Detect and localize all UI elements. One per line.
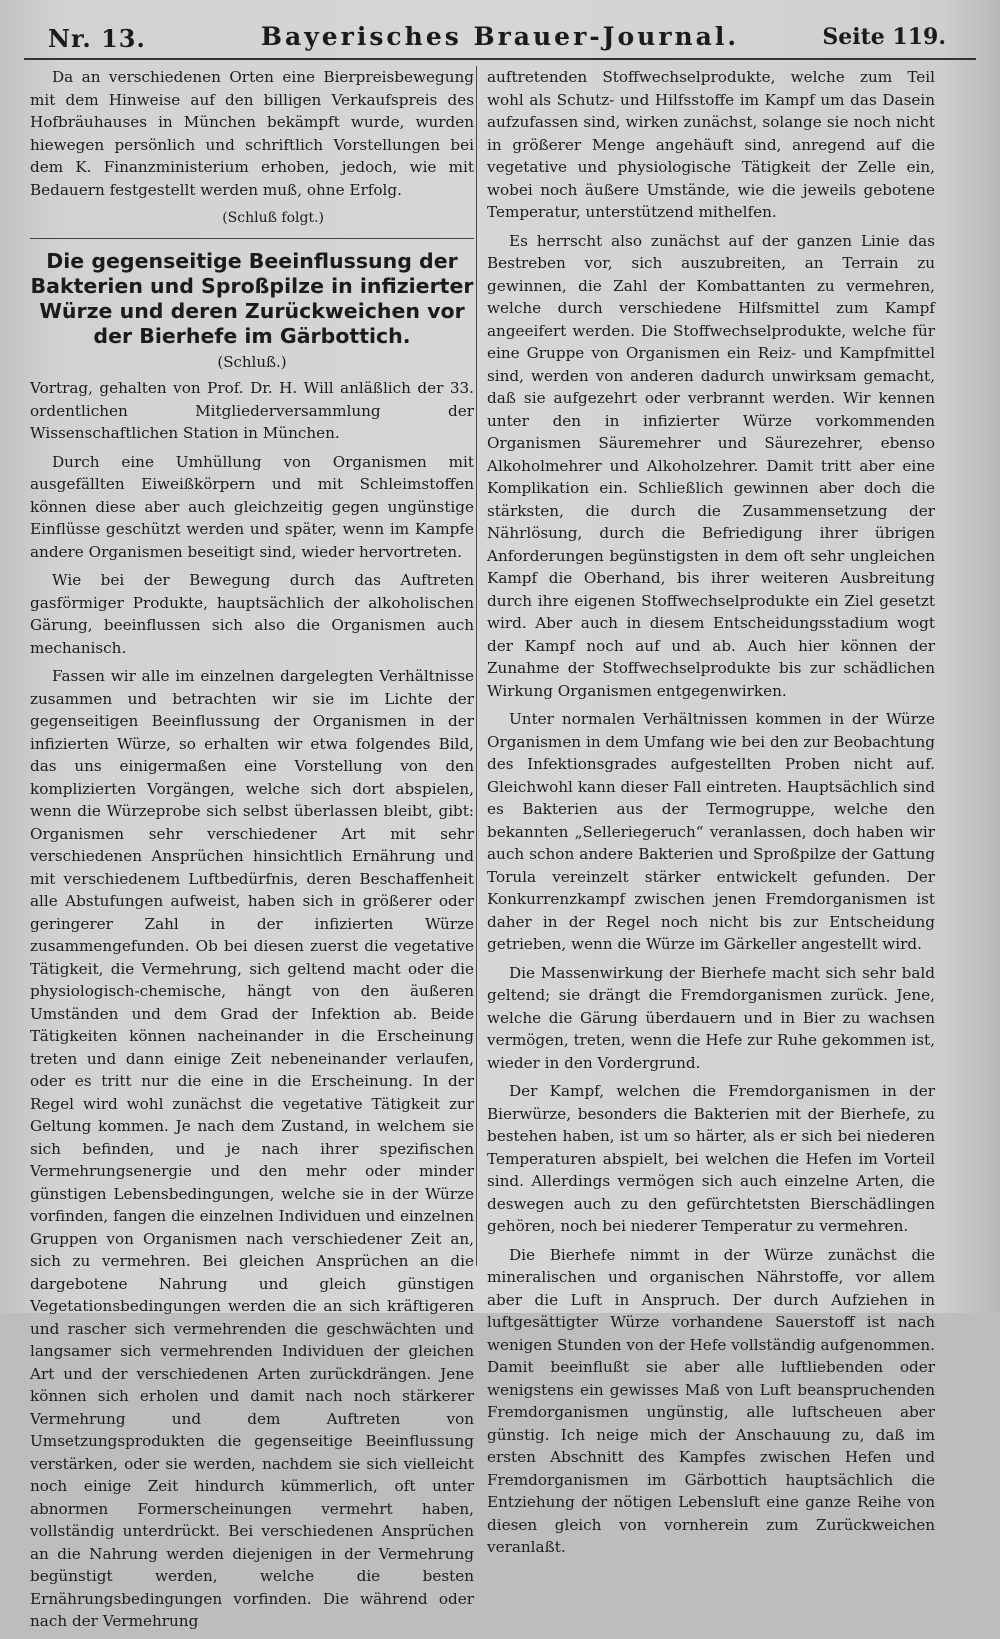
paragraph: Durch eine Umhüllung von Organismen mit ausgefällten Eiweißkörpern und mit Schleimstoffen können diese aber auch gleichzeitig gegen ungünstige Einflüsse geschützt werden und später, wenn im Kampfe andere Organismen beseitigt sind, wieder hervortreten. [30,452,474,561]
lecture-note: Vortrag, gehalten von Prof. Dr. H. Will anläßlich der 33. ordentlichen Mitgliederversammlung der Wissenschaftlichen Station in München. [30,379,474,442]
column-divider [476,66,477,1266]
intro-paragraph: Da an verschiedenen Orten eine Bierpreisbewegung mit dem Hinweise auf den billigen Verkaufspreis des Hofbräuhauses in München bekämpft wurde, wurden hiewegen persönlich und schriftlich Vorstellungen bei dem K. Finanzministerium erhoben, jedoch, wie mit Bedauern festgestellt werden muß, ohne Erfolg. [30,68,474,199]
page-number: Seite 119. [822,24,946,50]
paragraph: Fassen wir alle im einzelnen dargelegten Verhältnisse zusammen und betrachten wir sie im Lichte der gegenseitigen Beeinflussung der Organismen in der infizierten Würze, so erhalten wir etwa folgendes Bild, das uns einigermaßen eine Vorstellung von den komplizierten Vorgängen, welche sich dort abspielen, wenn die Würzeprobe sich selbst überlassen bleibt, gibt: Organismen sehr verschiedener Art mit sehr verschiedenen Ansprüchen hinsichtlich Ernährung und mit verschiedenem Luftbedürfnis, deren Beschaffenheit alle Abstufungen aufweist, haben sich in größerer oder geringerer Zahl in der infizierten Würze zusammengefunden. Ob bei diesen zuerst die vegetative Tätigkeit, die Vermehrung, sich geltend macht oder die physiologisch-chemische, hängt von den äußeren Umständen und dem Grad der Infektion ab. Beide Tätigkeiten können nacheinander in die Erscheinung treten und dann einige Zeit nebeneinander verlaufen, oder es tritt nur die eine in die Erscheinung. In der Regel wird wohl zunächst die vegetative Tätigkeit zur Geltung kommen. Je nach dem Zustand, in welchem sie sich befinden, und je nach ihrer spezifischen Vermehrungsenergie und den mehr oder minder günstigen Lebensbedingungen, welche sie in der Würze vorfinden, fangen die einzelnen Individuen und einzelnen Gruppen von Organismen nach verschiedener Zeit an, sich zu vermehren. Bei gleichen Ansprüchen an die dargebotene Nahrung und gleich günstigen Vegetationsbedingungen werden die an sich kräftigeren und rascher sich vermehrenden die geschwächten und langsamer sich vermehrenden Individuen der gleichen Art und der verschiedenen Arten zurückdrängen. Jene können sich erholen und damit nach noch stärkerer Vermehrung und dem Auftreten von Umsetzungsprodukten die gegenseitige Beeinflussung verstärken, oder sie werden, nachdem sie sich vielleicht noch einige Zeit hindurch kümmerlich, oft unter abnormen Formerscheinungen vermehrt haben, vollständig unterdrückt. Bei verschiedenen Ansprüchen an die Nahrung werden diejenigen in der Vermehrung begünstigt werden, welche die besten Ernährungsbedingungen vorfinden. Die während oder nach der Vermehrung [30,667,474,1630]
paragraph: Die Bierhefe nimmt in der Würze zunächst die mineralischen und organischen Nährstoffe, vor allem aber die Luft in Anspruch. Der durch Aufziehen in luftgesättigter Würze vorhandene Sauerstoff ist nach wenigen Stunden von der Hefe vollständig aufgenommen. Damit beeinflußt sie aber alle luftliebenden oder wenigstens ein gewisses Maß von Luft beanspruchenden Fremdorganismen ungünstig, alle luftscheuen aber günstig. Ich neige mich der Anschauung zu, daß im ersten Abschnitt des Kampfes zwischen Hefen und Fremdorganismen im Gärbottich hauptsächlich die Entziehung der nötigen Lebensluft eine ganze Reihe von diesen gleich von vornherein zum Zurückweichen veranlaßt. [487,1245,935,1556]
paragraph: Es herrscht also zunächst auf der ganzen Linie das Bestreben vor, sich auszubreiten, an Terrain zu gewinnen, die Zahl der Kombattanten zu vermehren, welche durch verschiedene Hilfsmittel zum Kampf angeeifert werden. Die Stoffwechselprodukte, welche für eine Gruppe von Organismen ein Reiz- und Kampfmittel sind, werden von anderen dadurch unwirksam gemacht, daß sie aufgezehrt oder verbrannt werden. Wir kennen unter den in infizierter Würze vorkommenden Organismen Säuremehrer und Säurezehrer, ebenso Alkoholmehrer und Alkoholzehrer. Damit tritt aber eine Komplikation ein. Schließlich gewinnen aber doch die stärksten, die durch die Zusammensetzung der Nährlösung, durch die Befriedigung ihrer übrigen Anforderungen begünstigsten in dem oft sehr ungleichen Kampf die Oberhand, bis ihrer weiteren Ausbreitung durch ihre eigenen Stoffwechselprodukte ein Ziel gesetzt wird. Aber auch in diesem Entscheidungsstadium wogt der Kampf noch auf und ab. Auch hier können der Zunahme der Stoffwechselprodukte bis zur schädlichen Wirkung Organismen entgegenwirken. [487,231,935,700]
continued-note: (Schluß folgt.) [222,210,324,226]
section-divider [30,238,474,239]
paragraph: Unter normalen Verhältnissen kommen in der Würze Organismen in dem Umfang wie bei den zur Beobachtung des Infektionsgrades aufgestellten Proben nicht auf. Gleichwohl kann dieser Fall eintreten. Hauptsächlich sind es Bakterien aus der Termogruppe, welche den bekannten „Selleriegeruch“ veranlassen, doch haben wir auch schon andere Bakterien und Sproßpilze der Gattung Torula vereinzelt stärker entwickelt gefunden. Der Konkurrenzkampf zwischen jenen Fremdorganismen ist daher in der Regel noch nicht bis zur Entscheidung getrieben, wenn die Würze im Gärkeller angestellt wird. [487,710,935,953]
journal-title: Bayerisches Brauer-Journal. [260,22,740,51]
paragraph: Der Kampf, welchen die Fremdorganismen in der Bierwürze, besonders die Bakterien mit der Bierhefe, zu bestehen haben, ist um so härter, als er sich bei niederen Temperaturen abspielt, bei welchen die Hefen im Vorteil sind. Allerdings vermögen sich auch einzelne Arten, die deswegen auch zu den gefürchtetsten Bierschädlingen gehören, noch bei niederer Temperatur zu vermehren. [487,1082,935,1235]
paragraph: auftretenden Stoffwechselprodukte, welche zum Teil wohl als Schutz- und Hilfsstoffe im Kampf um das Dasein aufzufassen sind, wirken zunächst, solange sie noch nicht in größerer Menge angehäuft sind, anregend auf die vegetative und physiologische Tätigkeit der Zelle ein, wobei noch äußere Umstände, wie die jeweils gebotene Temperatur, unterstützend mithelfen. [487,68,935,221]
left-column [30,66,474,1639]
right-column [487,66,935,1565]
paragraph: Die Massenwirkung der Bierhefe macht sich sehr bald geltend; sie drängt die Fremdorganismen zurück. Jene, welche die Gärung überdauern und in Bier zu wachsen vermögen, treten, wenn die Hefe zur Ruhe gekommen ist, wieder in den Vordergrund. [487,963,935,1072]
article-title: Die gegenseitige Beeinflussung der Bakterien und Sproßpilze in infizierter Würze und deren Zurückweichen vor der Bierhefe im Gärbottich. [30,248,474,348]
article-subtitle: (Schluß.) [217,352,287,371]
page-header [24,20,976,60]
issue-number: Nr. 13. [48,24,146,53]
paragraph: Wie bei der Bewegung durch das Auftreten gasförmiger Produkte, hauptsächlich der alkoholischen Gärung, beeinflussen sich also die Organismen auch mechanisch. [30,571,474,657]
